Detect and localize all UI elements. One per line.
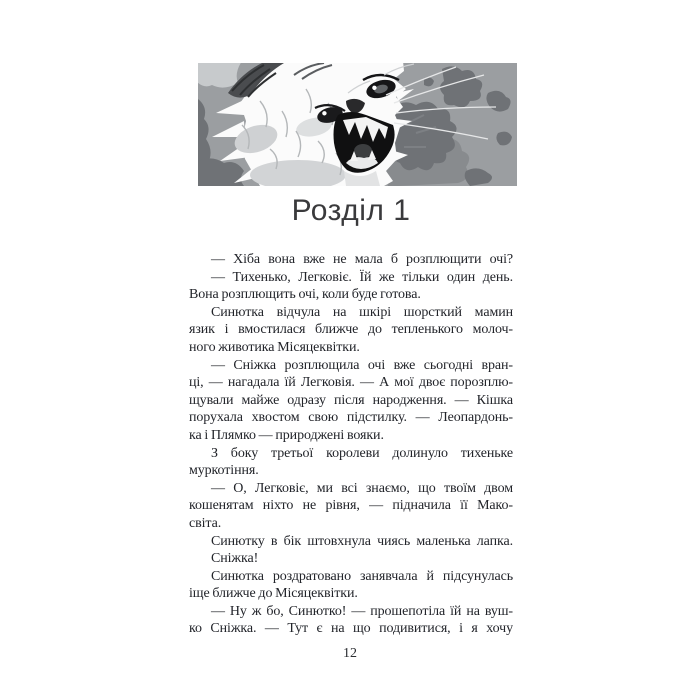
text-line: — Тихенько, Легковіє. Їй же тільки один день.: [211, 269, 513, 285]
text-line: іще ближче до Місяцеквітки.: [189, 586, 358, 602]
text-line: — Ну ж бо, Синютко! — прошепотіла їй на вуш-: [211, 603, 513, 619]
text-line: З боку третьої королеви долинуло тихеньке: [211, 445, 513, 461]
text-line: ко Сніжка. — Тут є на що подивитися, і я хочу: [189, 621, 513, 637]
text-line: Синютку в бік штовхнула чиясь маленька лапка.: [211, 533, 513, 549]
text-line: кошенятам ніхто не рівня, — підначила її Мако-: [189, 498, 513, 514]
text-line: муркотіння.: [189, 463, 259, 479]
text-line: язик і вмостилася ближче до тепленького молоч-: [189, 322, 513, 338]
text-line: порухала хвостом свою підстилку. — Леопардонь-: [189, 410, 513, 426]
text-line: світа.: [189, 515, 222, 531]
chapter-illustration: [198, 63, 517, 186]
text-line: ка і Плямко — природжені вояки.: [189, 427, 384, 443]
body-text: [189, 251, 513, 638]
text-line: ці, — нагадала їй Легковія. — А мої двоє порозплю-: [189, 375, 513, 391]
text-line: Синютка роздратовано занявчала й підсунулась: [211, 568, 513, 584]
text-line: Сніжка!: [211, 551, 259, 567]
text-line: щували майже одразу після народження. — Кішка: [189, 392, 513, 408]
page-number: 12: [343, 646, 357, 661]
text-line: Синютка відчула на шкірі шорсткий мамин: [211, 304, 513, 320]
text-line: — Сніжка розплющила очі вже сьогодні вран-: [211, 357, 513, 373]
text-line: ного животика Місяцеквітки.: [189, 339, 360, 355]
hissing-kitten-image: [198, 63, 517, 186]
text-line: — Хіба вона вже не мала б розплющити очі?: [211, 252, 513, 267]
text-line: — О, Легковіє, ми всі знаємо, що твоїм двом: [211, 480, 513, 496]
text-line: Вона розплющить очі, коли буде готова.: [189, 287, 421, 303]
chapter-heading: Розділ 1: [291, 194, 411, 227]
